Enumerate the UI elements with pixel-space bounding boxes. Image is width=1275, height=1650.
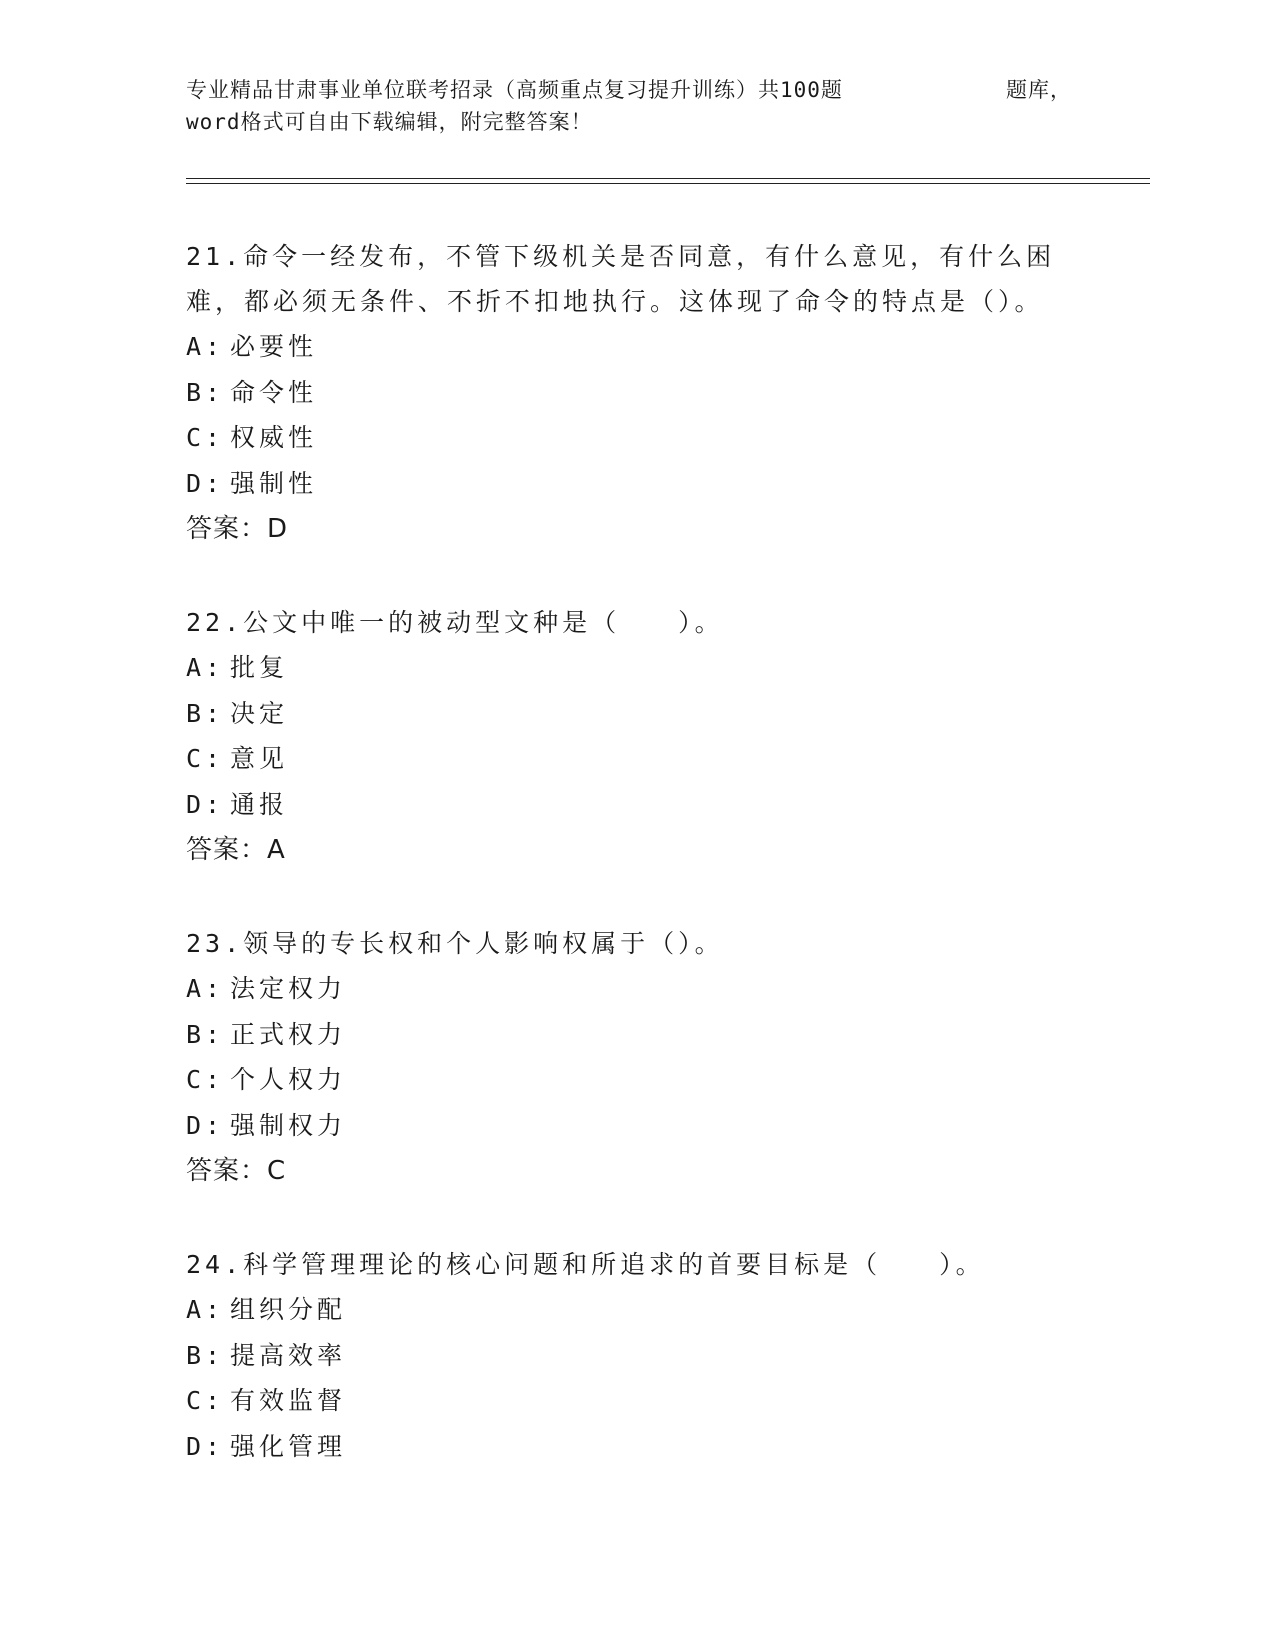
option-item bbox=[186, 370, 1086, 416]
option-list bbox=[186, 645, 1086, 827]
question-item bbox=[186, 1242, 1086, 1469]
option-letter: A: bbox=[186, 653, 225, 682]
option-text: 决定 bbox=[230, 698, 289, 728]
option-item bbox=[186, 1012, 1086, 1058]
option-text: 批复 bbox=[230, 653, 289, 682]
option-letter: B: bbox=[186, 1340, 225, 1370]
option-letter: B: bbox=[186, 377, 225, 407]
option-item bbox=[186, 691, 1086, 737]
option-text: 必要性 bbox=[230, 332, 318, 361]
option-letter: A: bbox=[186, 1295, 225, 1324]
option-letter: D: bbox=[186, 789, 225, 819]
option-text: 提高效率 bbox=[230, 1340, 347, 1370]
answer-line: 答案：A bbox=[186, 835, 286, 865]
option-item bbox=[186, 1103, 1086, 1149]
option-letter: D: bbox=[186, 1431, 225, 1461]
header-divider-bottom bbox=[186, 183, 1150, 184]
option-letter: D: bbox=[186, 468, 225, 498]
option-text: 个人权力 bbox=[230, 1065, 347, 1094]
option-item bbox=[186, 966, 1086, 1012]
option-letter: A: bbox=[186, 332, 225, 361]
option-item bbox=[186, 1424, 1086, 1470]
question-item bbox=[186, 921, 1086, 1194]
option-text: 强化管理 bbox=[230, 1431, 347, 1461]
option-text: 正式权力 bbox=[230, 1019, 347, 1049]
question-stem: 23.领导的专长权和个人影响权属于（）。 bbox=[186, 929, 724, 958]
option-letter: C: bbox=[186, 744, 225, 773]
option-item bbox=[186, 324, 1086, 370]
document-header bbox=[186, 74, 1086, 138]
option-letter: C: bbox=[186, 1386, 225, 1415]
header-subtitle-line: word格式可自由下载编辑，附完整答案！ bbox=[186, 110, 593, 134]
option-item bbox=[186, 736, 1086, 782]
option-letter: B: bbox=[186, 698, 225, 728]
option-text: 有效监督 bbox=[230, 1386, 347, 1415]
question-stem: 24.科学管理理论的核心问题和所追求的首要目标是（ ）。 bbox=[186, 1250, 985, 1279]
option-text: 意见 bbox=[230, 744, 289, 773]
question-list bbox=[186, 234, 1086, 1517]
option-item bbox=[186, 645, 1086, 691]
header-title-line: 专业精品甘肃事业单位联考招录（高频重点复习提升训练）共100题 bbox=[186, 78, 843, 102]
option-item bbox=[186, 1333, 1086, 1379]
option-letter: D: bbox=[186, 1110, 225, 1140]
answer-line: 答案：D bbox=[186, 514, 289, 544]
option-text: 法定权力 bbox=[230, 974, 347, 1003]
option-text: 强制权力 bbox=[230, 1110, 347, 1140]
header-divider-top bbox=[186, 178, 1150, 179]
option-text: 通报 bbox=[230, 789, 289, 819]
header-title-suffix: 题库， bbox=[1006, 78, 1072, 102]
option-text: 命令性 bbox=[230, 377, 318, 407]
option-item bbox=[186, 1378, 1086, 1424]
option-list bbox=[186, 966, 1086, 1148]
question-item bbox=[186, 600, 1086, 873]
option-text: 组织分配 bbox=[230, 1295, 347, 1324]
option-item bbox=[186, 415, 1086, 461]
option-item bbox=[186, 782, 1086, 828]
option-text: 权威性 bbox=[230, 423, 318, 452]
question-stem: 21.命令一经发布，不管下级机关是否同意，有什么意见，有什么困难，都必须无条件、不折不扣地执行。这体现了命令的特点是（）。 bbox=[186, 242, 1056, 316]
option-text: 强制性 bbox=[230, 468, 318, 498]
option-letter: A: bbox=[186, 974, 225, 1003]
option-letter: B: bbox=[186, 1019, 225, 1049]
option-item bbox=[186, 461, 1086, 507]
option-letter: C: bbox=[186, 423, 225, 452]
option-letter: C: bbox=[186, 1065, 225, 1094]
option-item bbox=[186, 1057, 1086, 1103]
question-item bbox=[186, 234, 1086, 552]
option-item bbox=[186, 1287, 1086, 1333]
option-list bbox=[186, 324, 1086, 506]
answer-line: 答案：C bbox=[186, 1156, 287, 1186]
option-list bbox=[186, 1287, 1086, 1469]
question-stem: 22.公文中唯一的被动型文种是（ ）。 bbox=[186, 608, 724, 637]
